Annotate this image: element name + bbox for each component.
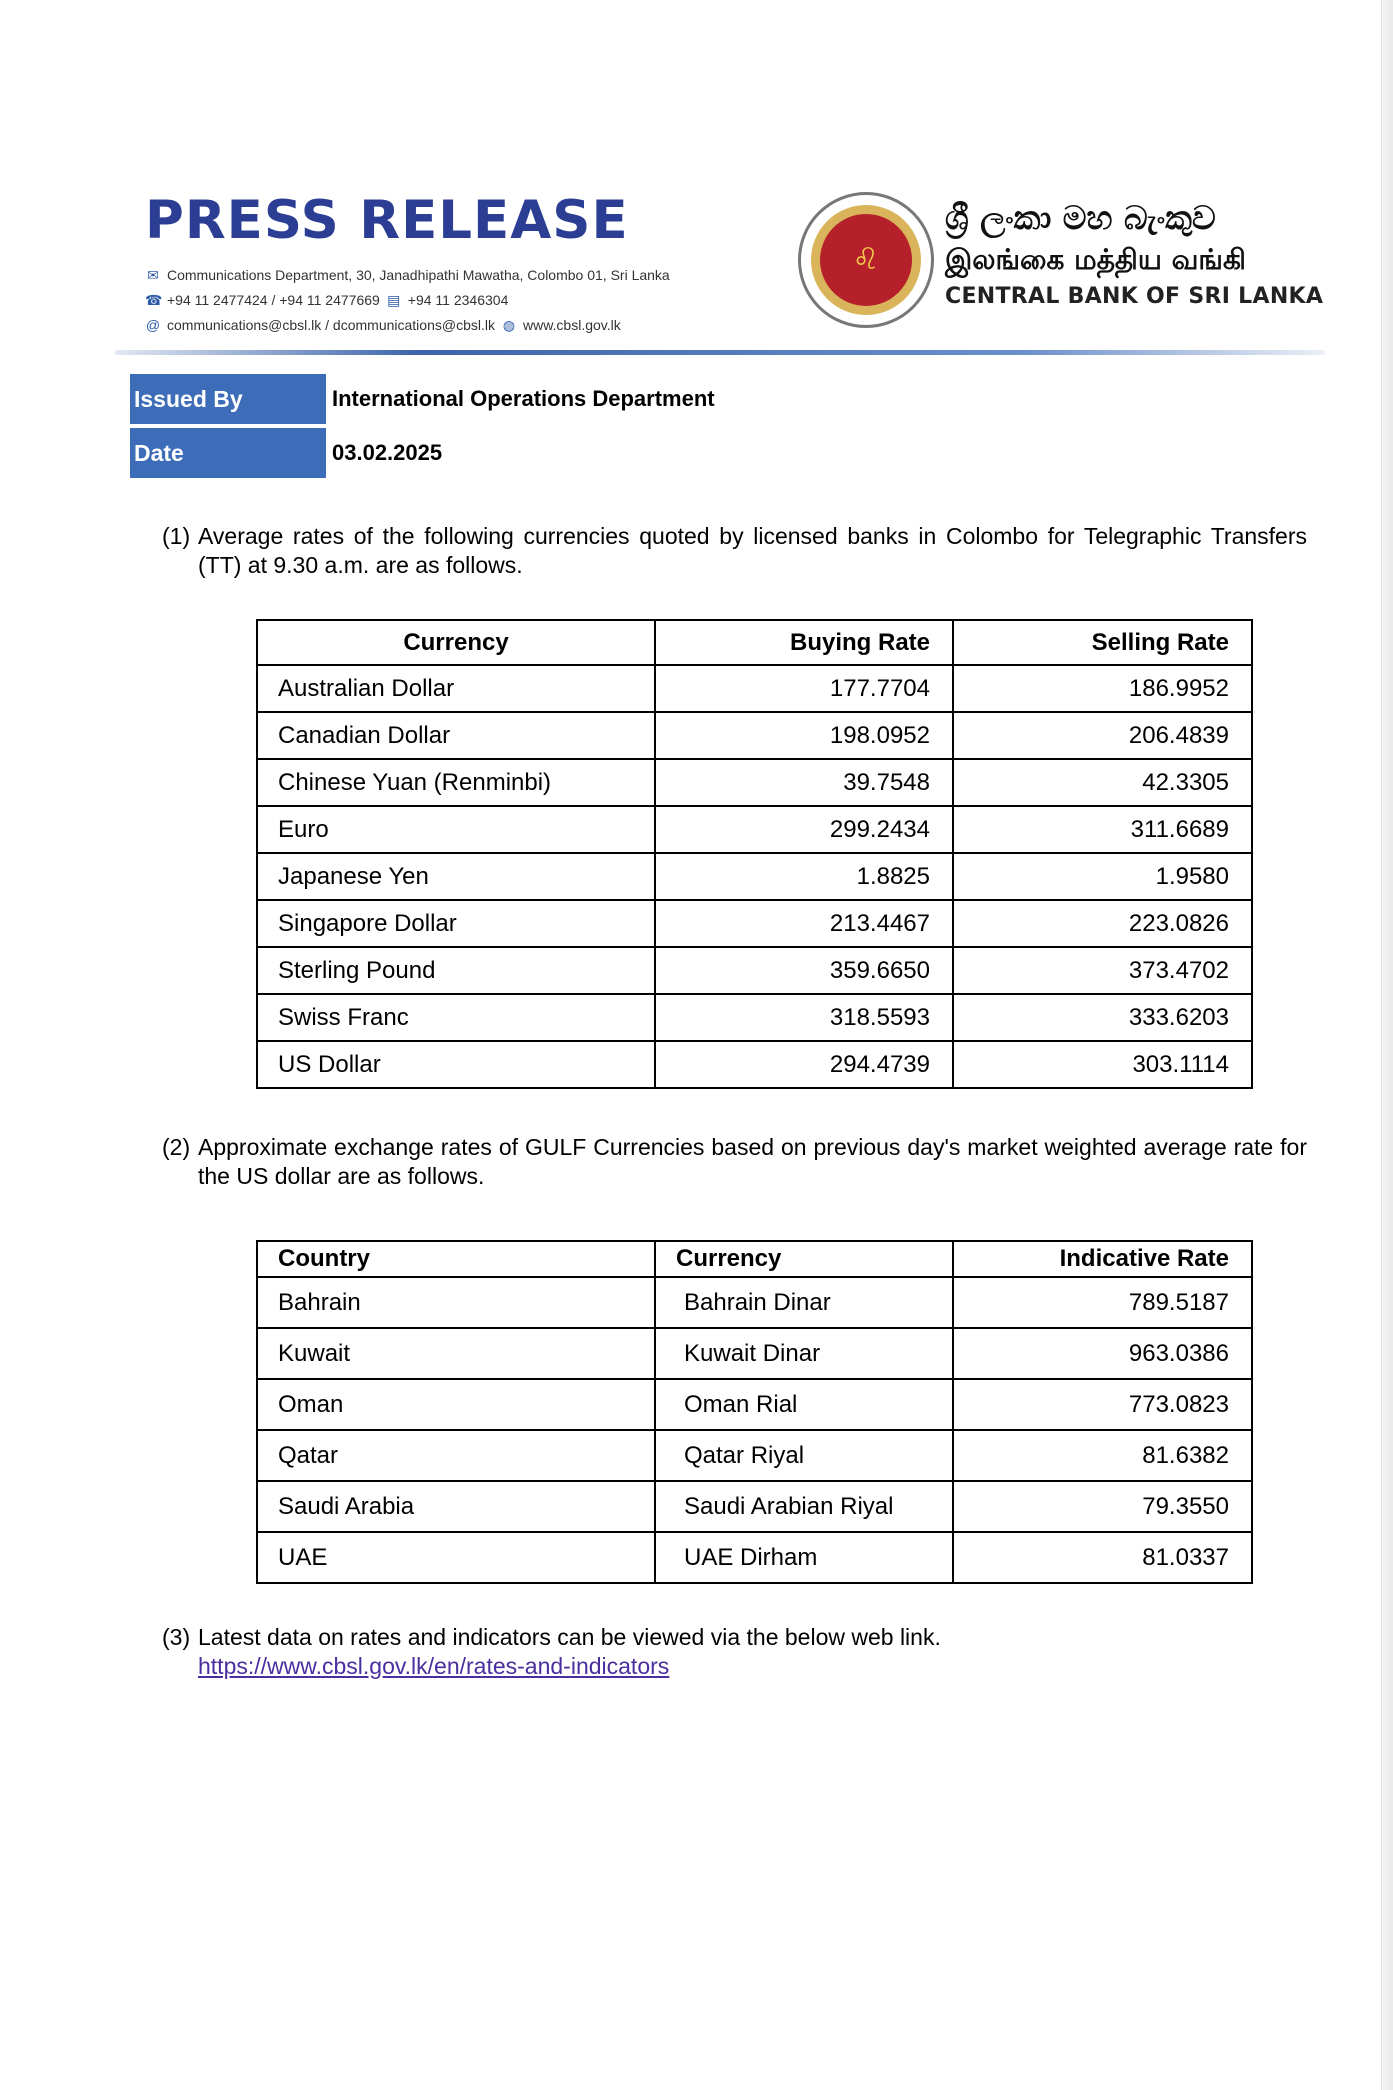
date-row: [130, 428, 442, 478]
table-row: [257, 1532, 1252, 1583]
table-row: [257, 806, 1252, 853]
issued-by-value: International Operations Department: [332, 386, 715, 411]
selling-rate-cell: 1.9580: [953, 853, 1252, 900]
section-1: [162, 522, 1307, 580]
fax-text: +94 11 2346304: [407, 292, 509, 308]
indicative-rate-cell: 789.5187: [953, 1277, 1252, 1328]
table-row: [257, 712, 1252, 759]
indicative-rate-cell: 81.6382: [953, 1430, 1252, 1481]
website-text[interactable]: www.cbsl.gov.lk: [522, 317, 621, 333]
selling-rate-cell: 186.9952: [953, 665, 1252, 712]
currency-cell: Chinese Yuan (Renminbi): [257, 759, 655, 806]
table-row: [257, 1430, 1252, 1481]
email-text: communications@cbsl.lk / dcommunications@cbsl.lk: [167, 317, 495, 333]
currency-cell: Sterling Pound: [257, 947, 655, 994]
seal-logo: [798, 192, 934, 328]
fax-icon: ▤: [387, 292, 401, 308]
selling-rate-cell: 333.6203: [953, 994, 1252, 1041]
country-cell: UAE: [257, 1532, 655, 1583]
selling-rate-cell: 303.1114: [953, 1041, 1252, 1088]
table-row: [257, 947, 1252, 994]
lion-emblem-icon: ♌: [852, 243, 880, 276]
bank-name-sinhala: ශ්‍රී ලංකා මහ බැංකුව: [945, 198, 1216, 237]
tt-rates-table: [256, 619, 1253, 1089]
column-header: Country: [257, 1241, 655, 1277]
selling-rate-cell: 311.6689: [953, 806, 1252, 853]
address-text: Communications Department, 30, Janadhipathi Mawatha, Colombo 01, Sri Lanka: [167, 267, 670, 283]
buying-rate-cell: 299.2434: [655, 806, 953, 853]
section-number: (3): [162, 1624, 191, 1650]
column-header: Buying Rate: [655, 620, 953, 665]
column-header: Currency: [655, 1241, 953, 1277]
country-cell: Kuwait: [257, 1328, 655, 1379]
currency-cell: Kuwait Dinar: [655, 1328, 953, 1379]
table-row: [257, 759, 1252, 806]
country-cell: Qatar: [257, 1430, 655, 1481]
currency-cell: US Dollar: [257, 1041, 655, 1088]
table-row: [257, 1277, 1252, 1328]
contact-address: [145, 266, 670, 284]
indicative-rate-cell: 773.0823: [953, 1379, 1252, 1430]
buying-rate-cell: 294.4739: [655, 1041, 953, 1088]
selling-rate-cell: 206.4839: [953, 712, 1252, 759]
currency-cell: Canadian Dollar: [257, 712, 655, 759]
table-row: [257, 1328, 1252, 1379]
currency-cell: Swiss Franc: [257, 994, 655, 1041]
date-label: Date: [130, 428, 326, 478]
country-cell: Saudi Arabia: [257, 1481, 655, 1532]
envelope-icon: ✉: [147, 267, 159, 283]
buying-rate-cell: 359.6650: [655, 947, 953, 994]
currency-cell: Australian Dollar: [257, 665, 655, 712]
selling-rate-cell: 42.3305: [953, 759, 1252, 806]
contact-phones: [145, 291, 508, 309]
selling-rate-cell: 223.0826: [953, 900, 1252, 947]
column-header: Currency: [257, 620, 655, 665]
section-text: Latest data on rates and indicators can be viewed via the below web link.: [198, 1624, 941, 1650]
table-row: [257, 853, 1252, 900]
phone-icon: ☎: [145, 292, 163, 308]
currency-cell: Bahrain Dinar: [655, 1277, 953, 1328]
section-number: (2): [162, 1134, 191, 1160]
phone-text: +94 11 2477424 / +94 11 2477669: [167, 292, 380, 308]
indicative-rate-cell: 963.0386: [953, 1328, 1252, 1379]
bank-name-tamil: இலங்கை மத்திய வங்கி: [945, 243, 1246, 276]
column-header: Selling Rate: [953, 620, 1252, 665]
currency-cell: Oman Rial: [655, 1379, 953, 1430]
section-number: (1): [162, 523, 191, 549]
currency-cell: Qatar Riyal: [655, 1430, 953, 1481]
table-row: [257, 665, 1252, 712]
header-divider: [115, 350, 1325, 355]
buying-rate-cell: 213.4467: [655, 900, 953, 947]
currency-cell: Saudi Arabian Riyal: [655, 1481, 953, 1532]
table-row: [257, 900, 1252, 947]
press-release-header: [145, 190, 1324, 340]
country-cell: Oman: [257, 1379, 655, 1430]
buying-rate-cell: 1.8825: [655, 853, 953, 900]
press-release-title: PRESS RELEASE: [145, 190, 629, 251]
currency-cell: UAE Dirham: [655, 1532, 953, 1583]
globe-icon: ◍: [502, 317, 516, 333]
buying-rate-cell: 198.0952: [655, 712, 953, 759]
section-text: Approximate exchange rates of GULF Currencies based on previous day's market weighted average rate for the US dollar are as follows.: [198, 1134, 1307, 1189]
column-header: Indicative Rate: [953, 1241, 1252, 1277]
selling-rate-cell: 373.4702: [953, 947, 1252, 994]
gulf-rates-table: [256, 1240, 1253, 1584]
bank-name-block: [945, 196, 1324, 314]
indicative-rate-cell: 79.3550: [953, 1481, 1252, 1532]
table-row: [257, 994, 1252, 1041]
buying-rate-cell: 318.5593: [655, 994, 953, 1041]
contact-email-web: [145, 316, 621, 334]
table-header-row: [257, 1241, 1252, 1277]
buying-rate-cell: 39.7548: [655, 759, 953, 806]
indicative-rate-cell: 81.0337: [953, 1532, 1252, 1583]
issued-by-label: Issued By: [130, 374, 326, 424]
currency-cell: Japanese Yen: [257, 853, 655, 900]
currency-cell: Euro: [257, 806, 655, 853]
rates-indicators-link[interactable]: https://www.cbsl.gov.lk/en/rates-and-indicators: [198, 1653, 670, 1679]
issued-by-row: [130, 374, 715, 424]
page-edge: [1381, 0, 1393, 2090]
table-row: [257, 1481, 1252, 1532]
at-icon: @: [145, 317, 161, 333]
buying-rate-cell: 177.7704: [655, 665, 953, 712]
section-text: Average rates of the following currencies quoted by licensed banks in Colombo for Telegraphic Transfers (TT) at 9.30 a.m. are as follows.: [198, 523, 1307, 578]
table-row: [257, 1041, 1252, 1088]
currency-cell: Singapore Dollar: [257, 900, 655, 947]
table-row: [257, 1379, 1252, 1430]
section-2: [162, 1133, 1307, 1191]
seal-ring: [811, 205, 921, 315]
country-cell: Bahrain: [257, 1277, 655, 1328]
date-value: 03.02.2025: [332, 440, 443, 465]
bank-name-english: CENTRAL BANK OF SRI LANKA: [945, 284, 1324, 309]
table-header-row: [257, 620, 1252, 665]
section-3: [162, 1623, 1307, 1681]
